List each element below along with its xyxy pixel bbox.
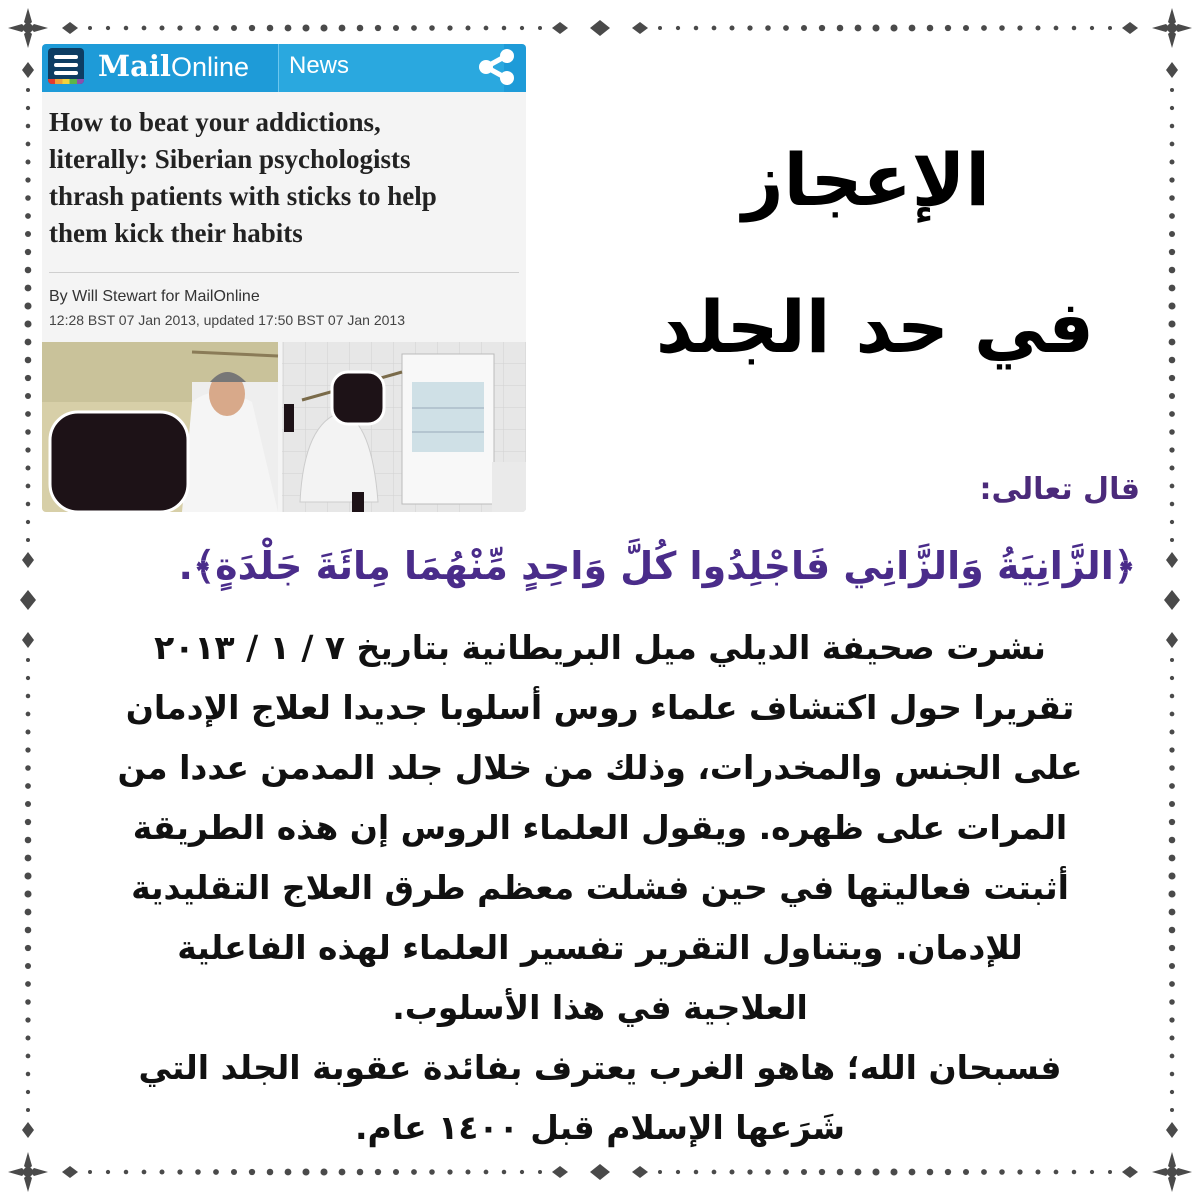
body-line: أثبتت فعاليتها في حين فشلت معظم طرق العلاج التقليدية	[131, 868, 1069, 907]
title-line-1: الإعجاز	[742, 138, 990, 222]
brand-mail: Mail	[98, 49, 171, 83]
quran-verse: ﴿الزَّانِيَةُ وَالزَّانِي فَاجْلِدُوا كُلَّ وَاحِدٍ مِّنْهُمَا مِائَةَ جَلْدَةٍ﴾.	[178, 544, 1136, 588]
divider	[49, 272, 519, 273]
corner-ornament-bottom-left	[8, 1152, 48, 1192]
body-line: المرات على ظهره. ويقول العلماء الروس إن هذه الطريقة	[132, 808, 1068, 847]
body-line: فسبحان الله؛ هاهو الغرب يعترف بفائدة عقوبة الجلد التي	[138, 1048, 1062, 1087]
corner-ornament-top-left	[8, 8, 48, 48]
headline-line: literally: Siberian psychologists	[49, 144, 411, 174]
body-line: نشرت صحيفة الديلي ميل البريطانية بتاريخ ٧ / ١ / ٢٠١٣	[154, 628, 1046, 667]
body-line: العلاجية في هذا الأسلوب.	[392, 988, 808, 1027]
body-line: شَرَعها الإسلام قبل ١٤٠٠ عام.	[354, 1108, 845, 1147]
corner-ornament-bottom-right	[1152, 1152, 1192, 1192]
article-body	[50, 618, 1150, 1166]
article-dateline: 12:28 BST 07 Jan 2013, updated 17:50 BST 07 Jan 2013	[49, 312, 405, 328]
body-line: على الجنس والمخدرات، وذلك من خلال جلد المدمن عددا من	[117, 748, 1083, 787]
brand-online: Online	[170, 52, 249, 82]
photo-left	[42, 342, 278, 512]
corner-ornament-top-right	[1152, 8, 1192, 48]
share-icon[interactable]	[472, 46, 522, 88]
headline-line: thrash patients with sticks to help	[49, 181, 437, 211]
mailonline-logo	[98, 46, 249, 90]
menu-icon[interactable]	[48, 48, 84, 84]
news-article-screenshot	[42, 44, 526, 512]
news-app-topbar	[42, 44, 526, 92]
body-line: تقريرا حول اكتشاف علماء روس أسلوبا جديدا لعلاج الإدمان	[125, 688, 1075, 727]
headline-line: them kick their habits	[49, 218, 303, 248]
headline-line: How to beat your addictions,	[49, 107, 381, 137]
quran-intro: قال تعالى:	[979, 472, 1140, 507]
article-byline: By Will Stewart for MailOnline	[49, 288, 260, 305]
title-line-2: في حد الجلد	[655, 285, 1094, 369]
body-line: للإدمان. ويتناول التقرير تفسير العلماء لهذه الفاعلية	[177, 928, 1023, 967]
section-label[interactable]: News	[278, 44, 504, 92]
